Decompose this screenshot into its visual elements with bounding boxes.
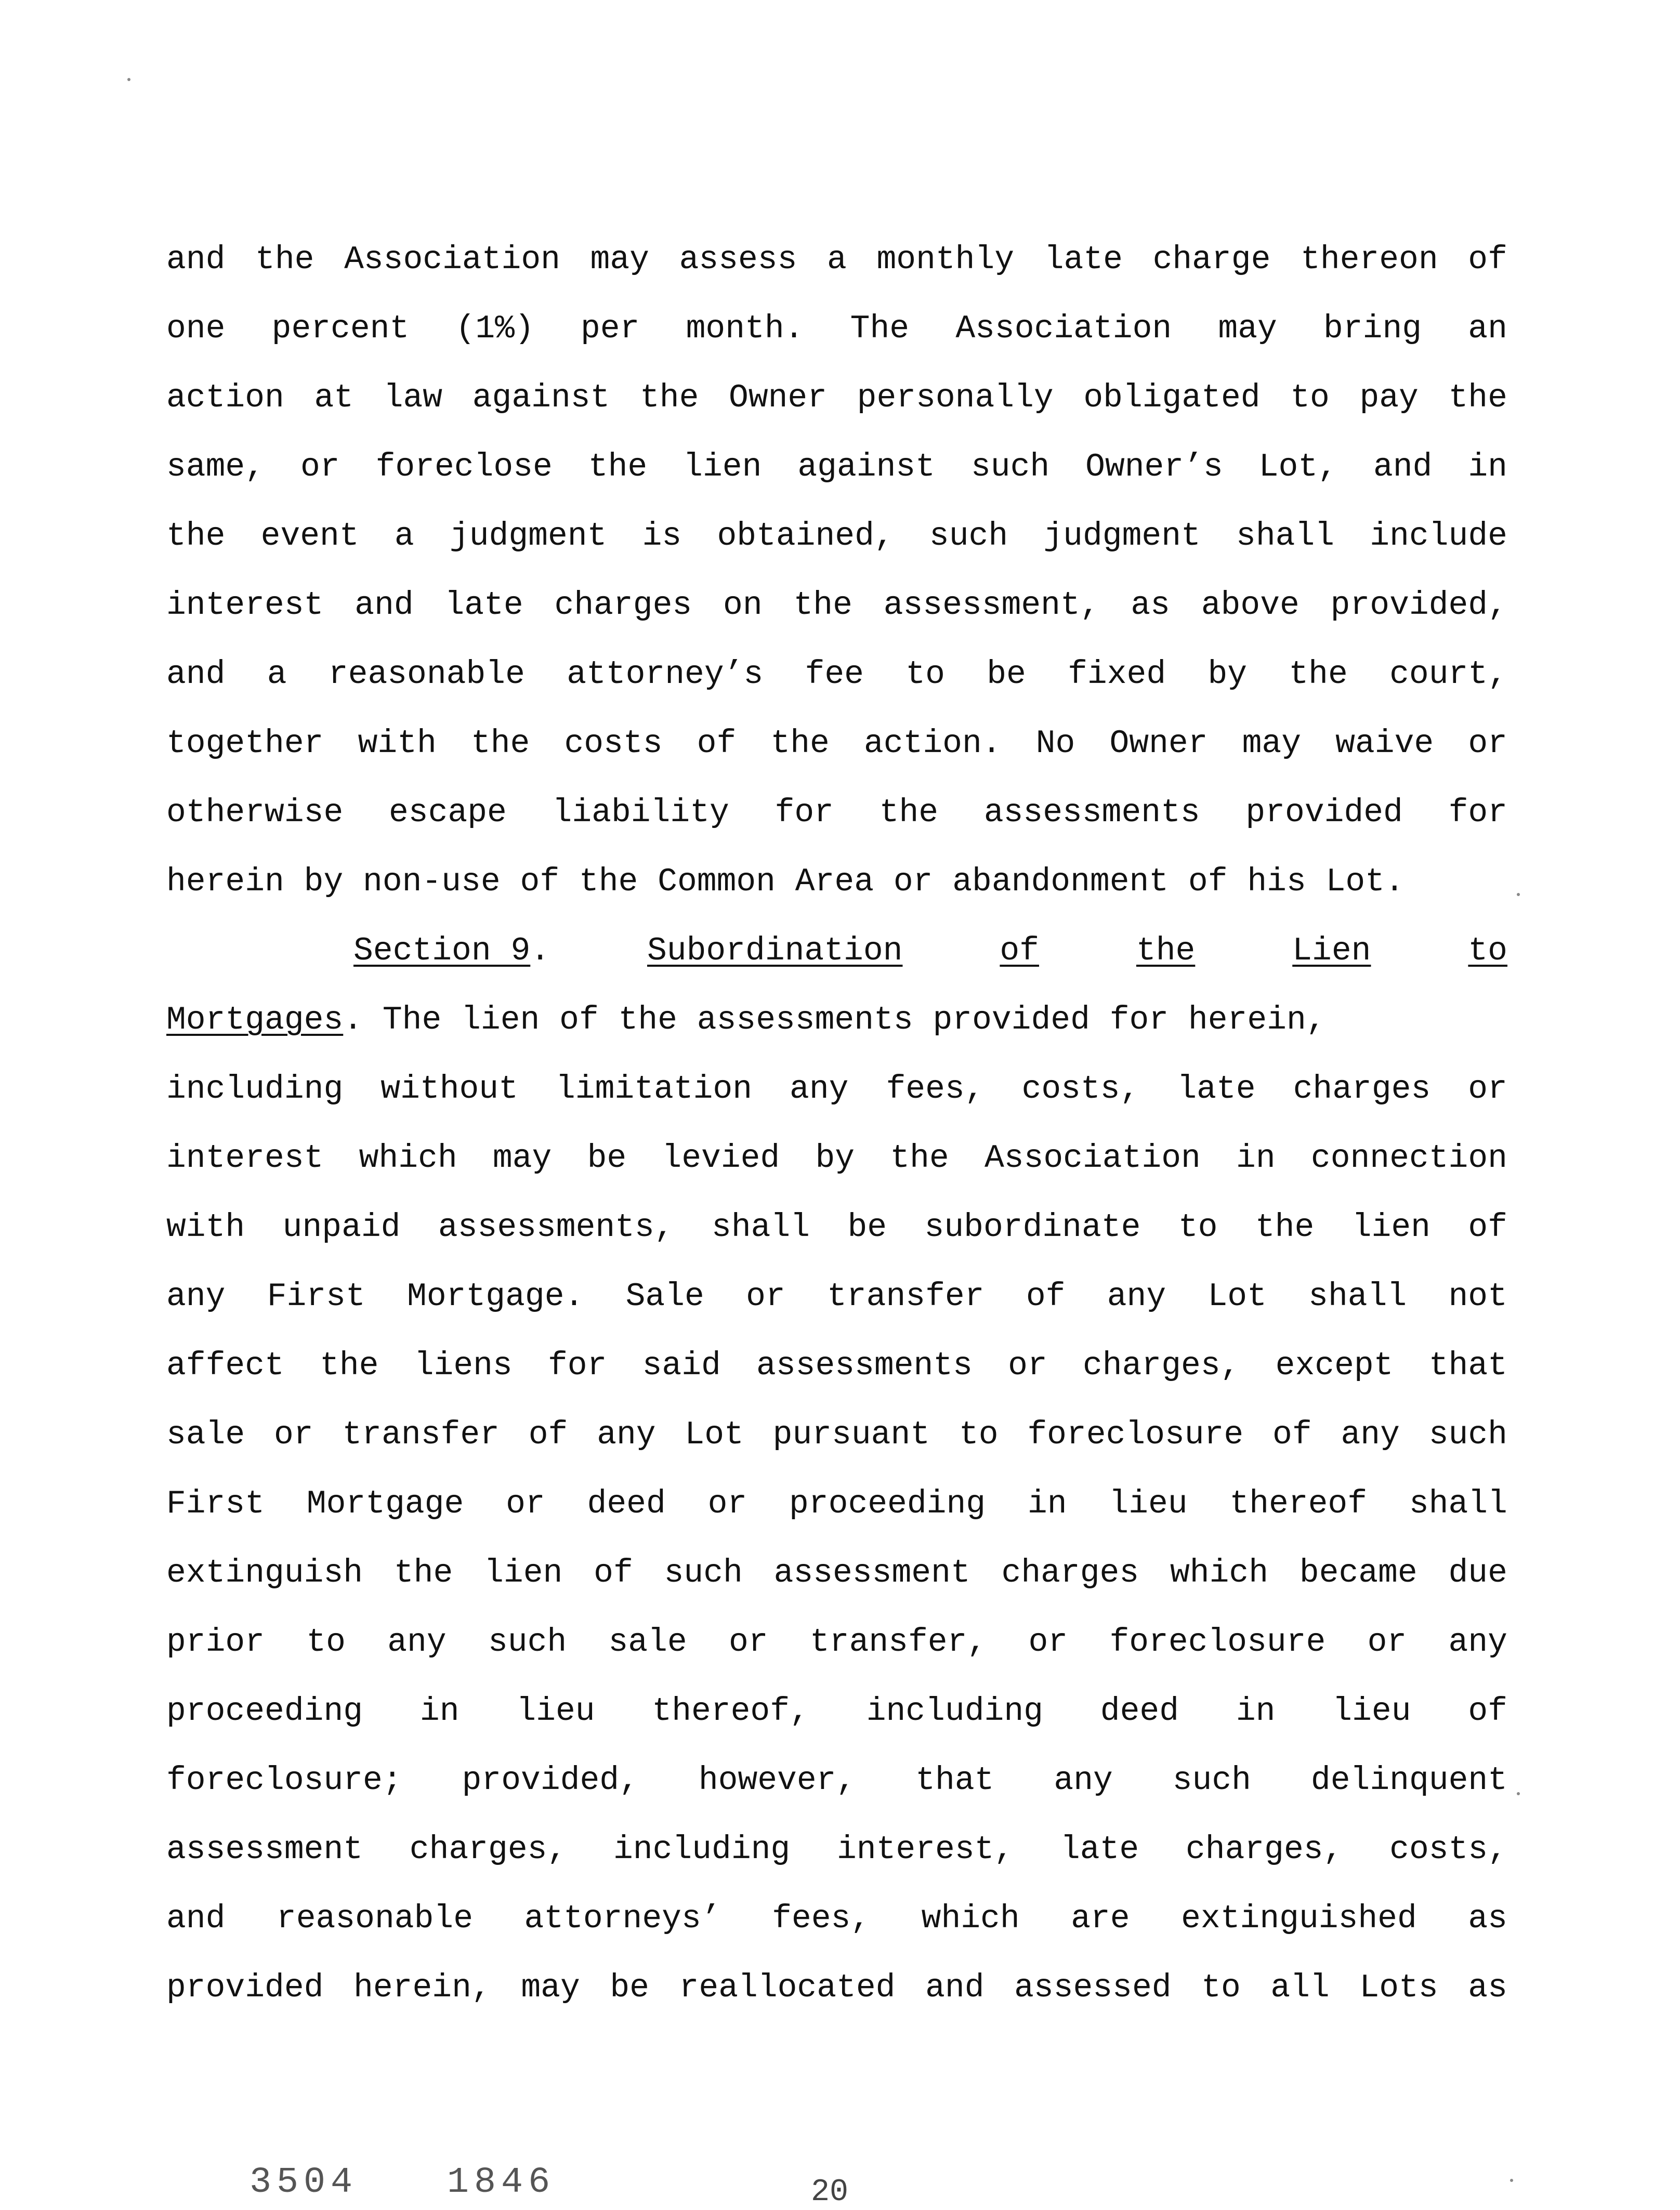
- word: unpaid: [282, 1209, 401, 1246]
- word: may: [1242, 725, 1302, 762]
- word: charges: [1001, 1555, 1139, 1591]
- word: fees,: [772, 1900, 871, 1937]
- word: assessment: [773, 1555, 970, 1591]
- word: lieu: [1332, 1693, 1411, 1730]
- word: costs,: [1389, 1831, 1507, 1868]
- word: reallocated: [679, 1969, 896, 2006]
- paragraph-line: [166, 1901, 1507, 1970]
- word: costs: [564, 725, 663, 762]
- paragraph-line: [166, 1140, 1507, 1209]
- word: the: [639, 379, 699, 416]
- word: deed: [1100, 1693, 1179, 1730]
- word: No: [1035, 725, 1075, 762]
- word: or: [1028, 1624, 1068, 1661]
- word: to: [959, 1416, 999, 1453]
- word: to: [1178, 1209, 1218, 1246]
- word: for: [547, 1347, 607, 1384]
- paragraph-line: [166, 1209, 1507, 1279]
- word: affect: [166, 1347, 284, 1384]
- word: prior: [166, 1624, 265, 1661]
- paragraph-line: [166, 1693, 1507, 1762]
- word: late: [444, 587, 523, 624]
- word: lieu: [1109, 1485, 1188, 1522]
- word: Lot,: [1258, 449, 1337, 485]
- word: including: [166, 1071, 344, 1108]
- word: be: [987, 656, 1026, 693]
- paragraph-line: [166, 242, 1507, 311]
- word: deed: [587, 1485, 666, 1522]
- section-first-line-rest: . The lien of the assessments provided for herein,: [343, 1002, 1326, 1038]
- word: sale: [166, 1416, 245, 1453]
- word: lieu: [516, 1693, 595, 1730]
- word: proceeding: [166, 1693, 363, 1730]
- word: fixed: [1068, 656, 1166, 693]
- word: with: [358, 725, 437, 762]
- word: may: [1218, 310, 1277, 347]
- word: law: [383, 379, 443, 416]
- word: the: [890, 1140, 949, 1177]
- word: of: [1272, 1416, 1312, 1453]
- word: the: [879, 794, 939, 831]
- section-title-word: Lien: [1292, 932, 1371, 969]
- word: with: [166, 1209, 245, 1246]
- word: be: [610, 1969, 649, 2006]
- word: personally: [857, 379, 1054, 416]
- word: action.: [863, 725, 1002, 762]
- word: charges,: [409, 1831, 567, 1868]
- word: Owner: [729, 379, 828, 416]
- word: provided: [1245, 794, 1403, 831]
- word: assessment: [166, 1831, 363, 1868]
- word: transfer,: [809, 1624, 987, 1661]
- word: provided,: [1330, 587, 1507, 624]
- word: and: [166, 241, 226, 278]
- word: said: [642, 1347, 721, 1384]
- word: any: [790, 1071, 849, 1108]
- word: assessments: [983, 794, 1200, 831]
- scan-speck: [1517, 1792, 1520, 1795]
- word: late: [1177, 1071, 1256, 1108]
- word: and: [925, 1969, 985, 2006]
- word: assessment,: [883, 587, 1100, 624]
- paragraph-line: [166, 1970, 1507, 2039]
- word: shall: [712, 1209, 810, 1246]
- word: First: [166, 1485, 265, 1522]
- word: or: [746, 1278, 785, 1315]
- word: as: [1468, 1969, 1507, 2006]
- section-title-word: Subordination: [647, 932, 903, 969]
- word: sale: [608, 1624, 687, 1661]
- word: in: [1236, 1693, 1276, 1730]
- word: shall: [1236, 518, 1335, 555]
- word: obligated: [1083, 379, 1261, 416]
- word: assessments,: [438, 1209, 674, 1246]
- word: provided,: [462, 1762, 639, 1799]
- word: lien: [1351, 1209, 1430, 1246]
- word: foreclosure;: [166, 1762, 402, 1799]
- page-number: 20: [811, 2175, 849, 2210]
- word: that: [1428, 1347, 1507, 1384]
- word: charges,: [1185, 1831, 1343, 1868]
- word: a: [394, 518, 414, 555]
- word: Lot: [685, 1416, 744, 1453]
- word: escape: [388, 794, 507, 831]
- word: any: [1107, 1278, 1166, 1315]
- word: a: [827, 241, 847, 278]
- word: the: [770, 725, 830, 762]
- word: foreclosure: [1027, 1416, 1244, 1453]
- paragraph-line: [166, 795, 1507, 864]
- word: the: [320, 1347, 379, 1384]
- stamp-book-number: 3504: [250, 2162, 358, 2203]
- word: all: [1270, 1969, 1330, 2006]
- word: action: [166, 379, 284, 416]
- word: proceeding: [789, 1485, 986, 1522]
- word: late: [1060, 1831, 1139, 1868]
- word: in: [1027, 1485, 1067, 1522]
- word: the: [793, 587, 852, 624]
- word: above: [1201, 587, 1300, 624]
- word: late: [1044, 241, 1123, 278]
- word: or: [1367, 1624, 1407, 1661]
- section-heading: [166, 933, 1507, 1002]
- word: of: [1468, 1209, 1507, 1246]
- word: herein,: [353, 1969, 491, 2006]
- word: delinquent: [1310, 1762, 1507, 1799]
- word: against: [797, 449, 935, 485]
- word: and: [355, 587, 414, 624]
- word: costs,: [1021, 1071, 1140, 1108]
- paragraph-line: [166, 1348, 1507, 1417]
- word: which: [921, 1900, 1020, 1937]
- word: per: [580, 310, 640, 347]
- word: liability: [552, 794, 729, 831]
- word: became: [1299, 1555, 1418, 1591]
- word: attorneys’: [524, 1900, 721, 1937]
- word: obtained,: [717, 518, 894, 555]
- word: and: [1373, 449, 1433, 485]
- word: The: [850, 310, 910, 347]
- paragraph-line: [166, 311, 1507, 380]
- word: assess: [679, 241, 797, 278]
- word: charges,: [1082, 1347, 1240, 1384]
- word: pay: [1359, 379, 1419, 416]
- paragraph-line: [166, 587, 1507, 656]
- word: such: [970, 449, 1050, 485]
- word: as: [1468, 1900, 1507, 1937]
- word: except: [1275, 1347, 1394, 1384]
- word: First: [267, 1278, 365, 1315]
- word: or: [274, 1416, 313, 1453]
- word: charges: [554, 587, 692, 624]
- paragraph-line: [166, 449, 1507, 518]
- word: the: [1289, 656, 1348, 693]
- word: the: [470, 725, 530, 762]
- word: at: [314, 379, 354, 416]
- word: transfer: [827, 1278, 985, 1315]
- word: as: [1131, 587, 1170, 624]
- word: fee: [805, 656, 864, 693]
- word: including: [866, 1693, 1043, 1730]
- paragraph-line: [166, 518, 1507, 587]
- word: shall: [1409, 1485, 1507, 1522]
- word: Association: [984, 1140, 1201, 1177]
- word: court,: [1389, 656, 1507, 693]
- word: which: [1170, 1555, 1269, 1591]
- section-first-line: [166, 1002, 1507, 1071]
- word: assessments: [756, 1347, 973, 1384]
- word: Lots: [1359, 1969, 1438, 2006]
- word: the: [588, 449, 648, 485]
- word: month.: [686, 310, 804, 347]
- word: shall: [1308, 1278, 1407, 1315]
- paragraph-line: [166, 726, 1507, 795]
- paragraph-line: [166, 1071, 1507, 1140]
- word: thereof: [1229, 1485, 1368, 1522]
- word: may: [492, 1140, 552, 1177]
- word: without: [380, 1071, 518, 1108]
- word: against: [472, 379, 610, 416]
- word: interest: [166, 1140, 324, 1177]
- word: on: [723, 587, 763, 624]
- word: any: [166, 1278, 226, 1315]
- word: that: [915, 1762, 994, 1799]
- paragraph-line: [166, 1762, 1507, 1832]
- word: lien: [683, 449, 762, 485]
- word: in: [1236, 1140, 1276, 1177]
- word: to: [306, 1624, 346, 1661]
- word: Association: [344, 241, 560, 278]
- word: thereon: [1301, 241, 1438, 278]
- word: charges: [1293, 1071, 1431, 1108]
- word: Mortgage.: [407, 1278, 584, 1315]
- word: levied: [662, 1140, 780, 1177]
- word: include: [1370, 518, 1507, 555]
- word: an: [1468, 310, 1507, 347]
- word: however,: [698, 1762, 856, 1799]
- word: such: [664, 1555, 743, 1591]
- word: foreclosure: [1109, 1624, 1326, 1661]
- word: liens: [414, 1347, 513, 1384]
- word: such: [488, 1624, 567, 1661]
- word: to: [905, 656, 945, 693]
- paragraph-line: [166, 1279, 1507, 1348]
- section-label: Section 9.: [353, 932, 550, 969]
- word: and: [166, 1900, 226, 1937]
- word: may: [521, 1969, 580, 2006]
- paragraph-line: [166, 1832, 1507, 1901]
- word: or: [707, 1485, 747, 1522]
- word: the: [1255, 1209, 1315, 1246]
- word: one: [166, 310, 226, 347]
- paragraph-line: [166, 1486, 1507, 1555]
- word: subordinate: [924, 1209, 1141, 1246]
- word: extinguished: [1181, 1900, 1417, 1937]
- word: (1%): [455, 310, 534, 347]
- word: Sale: [625, 1278, 704, 1315]
- word: in: [1468, 449, 1507, 485]
- word: any: [1448, 1624, 1507, 1661]
- word: due: [1448, 1555, 1507, 1591]
- body-text: [166, 242, 1507, 2039]
- word: together: [166, 725, 324, 762]
- paragraph-line: [166, 1624, 1507, 1693]
- word: waive: [1335, 725, 1434, 762]
- section-title-word: to: [1468, 932, 1507, 969]
- word: fees,: [886, 1071, 985, 1108]
- word: such: [1172, 1762, 1251, 1799]
- word: Mortgage: [306, 1485, 464, 1522]
- word: by: [1208, 656, 1248, 693]
- word: judgment: [1043, 518, 1201, 555]
- word: of: [1468, 241, 1507, 278]
- word: any: [387, 1624, 447, 1661]
- word: or: [729, 1624, 768, 1661]
- word: of: [1026, 1278, 1066, 1315]
- word: to: [1201, 1969, 1241, 2006]
- word: which: [359, 1140, 457, 1177]
- word: of: [697, 725, 737, 762]
- scan-speck: [1510, 2179, 1513, 2182]
- paragraph-line: [166, 1555, 1507, 1624]
- word: assessed: [1014, 1969, 1172, 2006]
- word: connection: [1310, 1140, 1507, 1177]
- word: same,: [166, 449, 265, 485]
- word: Association: [955, 310, 1172, 347]
- word: judgment: [449, 518, 607, 555]
- word: in: [419, 1693, 460, 1730]
- word: monthly: [876, 241, 1015, 278]
- word: bring: [1323, 310, 1422, 347]
- word: reasonable: [276, 1900, 473, 1937]
- word: Owner’s: [1085, 449, 1223, 485]
- word: or: [1468, 1071, 1507, 1108]
- word: the: [393, 1555, 453, 1591]
- word: including: [613, 1831, 791, 1868]
- word: lien: [484, 1555, 563, 1591]
- word: provided: [166, 1969, 324, 2006]
- paragraph-line-last: herein by non-use of the Common Area or abandonment of his Lot.: [166, 863, 1405, 900]
- word: thereof,: [652, 1693, 809, 1730]
- word: is: [642, 518, 682, 555]
- word: or: [506, 1485, 545, 1522]
- word: such: [929, 518, 1008, 555]
- word: a: [267, 656, 287, 693]
- word: such: [1428, 1416, 1507, 1453]
- section-title-word: the: [1136, 932, 1196, 969]
- word: interest: [166, 587, 324, 624]
- word: for: [775, 794, 834, 831]
- word: the: [166, 518, 226, 555]
- word: percent: [271, 310, 410, 347]
- word: extinguish: [166, 1555, 363, 1591]
- word: Lot: [1208, 1278, 1267, 1315]
- word: any: [1341, 1416, 1400, 1453]
- paragraph-line: [166, 380, 1507, 449]
- word: and: [166, 656, 226, 693]
- scan-speck: [127, 78, 130, 81]
- word: any: [597, 1416, 656, 1453]
- word: Owner: [1109, 725, 1208, 762]
- word: otherwise: [166, 794, 344, 831]
- word: may: [590, 241, 649, 278]
- word: limitation: [555, 1071, 753, 1108]
- word: or: [1008, 1347, 1047, 1384]
- word: charge: [1152, 241, 1271, 278]
- word: or: [300, 449, 340, 485]
- word: for: [1448, 794, 1507, 831]
- word: pursuant: [772, 1416, 930, 1453]
- stamp-page-number: 1846: [447, 2162, 556, 2203]
- word: event: [260, 518, 359, 555]
- word: the: [255, 241, 314, 278]
- word: be: [587, 1140, 627, 1177]
- section-title-word: of: [1000, 932, 1039, 969]
- recording-stamp: [250, 2162, 618, 2203]
- scan-speck: [1517, 893, 1520, 896]
- word: by: [815, 1140, 855, 1177]
- word: foreclose: [375, 449, 553, 485]
- word: attorney’s: [567, 656, 764, 693]
- word: or: [1468, 725, 1507, 762]
- word: of: [528, 1416, 568, 1453]
- word: not: [1448, 1278, 1507, 1315]
- word: to: [1290, 379, 1330, 416]
- word: the: [1448, 379, 1507, 416]
- word: interest,: [836, 1831, 1014, 1868]
- word: of: [594, 1555, 633, 1591]
- paragraph-line: [166, 656, 1507, 726]
- paragraph-line: [166, 1417, 1507, 1486]
- word: are: [1071, 1900, 1130, 1937]
- word: reasonable: [328, 656, 525, 693]
- word: be: [847, 1209, 887, 1246]
- section-title-continued: Mortgages: [166, 1002, 344, 1038]
- word: transfer: [342, 1416, 500, 1453]
- word: any: [1054, 1762, 1113, 1799]
- word: of: [1468, 1693, 1507, 1730]
